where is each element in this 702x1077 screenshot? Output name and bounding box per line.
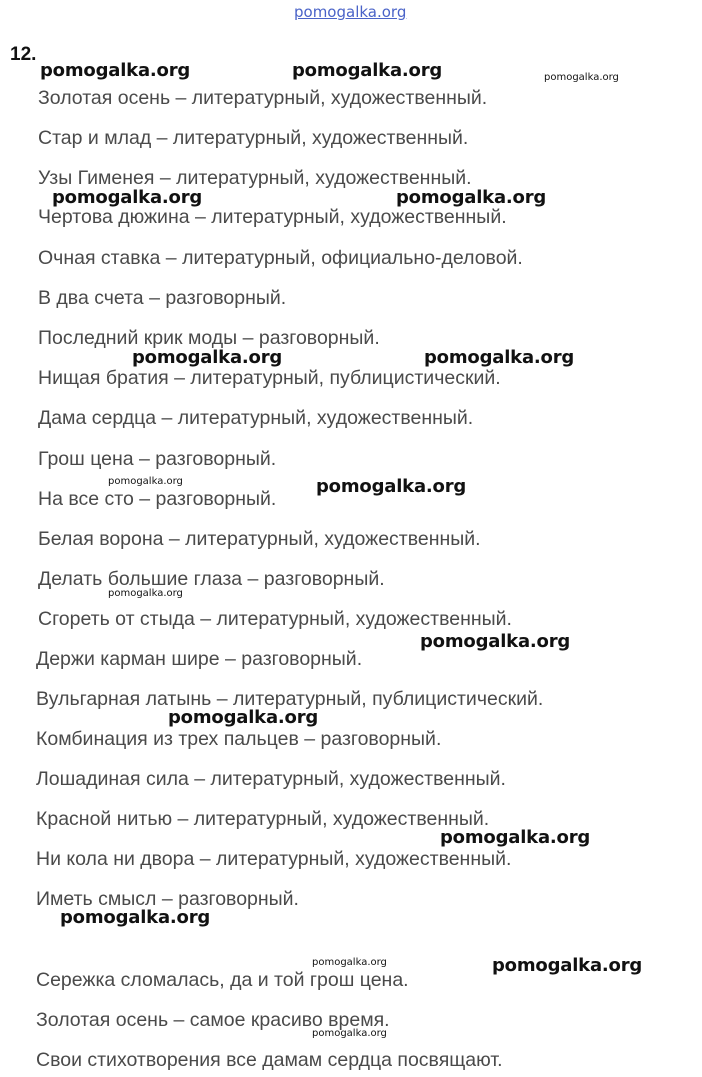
phrase-line: Сгореть от стыда – литературный, художественный. xyxy=(38,608,512,630)
phrase-line: Последний крик моды – разговорный. xyxy=(38,327,380,349)
phrase-line: Нищая братия – литературный, публицистический. xyxy=(38,367,501,389)
watermark: pomogalka.org xyxy=(544,72,619,83)
watermark: pomogalka.org xyxy=(108,476,183,487)
watermark: pomogalka.org xyxy=(312,1028,387,1039)
watermark: pomogalka.org xyxy=(40,60,191,81)
phrase-line: Вульгарная латынь – литературный, публицистический. xyxy=(36,688,544,710)
phrase-line: Стар и млад – литературный, художественный. xyxy=(38,127,469,149)
phrase-line: Очная ставка – литературный, официально-деловой. xyxy=(38,247,523,269)
phrase-line: Красной нитью – литературный, художественный. xyxy=(36,808,490,830)
phrase-line: Белая ворона – литературный, художественный. xyxy=(38,528,481,550)
watermark: pomogalka.org xyxy=(396,187,547,208)
phrase-line: Дама сердца – литературный, художественный. xyxy=(38,407,474,429)
sentence-line: Свои стихотворения все дамам сердца посвящают. xyxy=(36,1049,503,1071)
task-number: 12. xyxy=(10,44,37,65)
watermark: pomogalka.org xyxy=(52,187,203,208)
site-link[interactable]: pomogalka.org xyxy=(294,3,407,21)
watermark: pomogalka.org xyxy=(316,476,467,497)
phrase-line: Чертова дюжина – литературный, художественный. xyxy=(38,206,507,228)
sentence-line: Золотая осень – самое красиво время. xyxy=(36,1009,390,1031)
phrase-line: Узы Гименея – литературный, художественный. xyxy=(38,167,472,189)
watermark: pomogalka.org xyxy=(132,347,283,368)
watermark: pomogalka.org xyxy=(312,957,387,968)
watermark: pomogalka.org xyxy=(168,707,319,728)
phrase-line: Комбинация из трех пальцев – разговорный. xyxy=(36,728,442,750)
watermark: pomogalka.org xyxy=(108,588,183,599)
phrase-line: Иметь смысл – разговорный. xyxy=(36,888,299,910)
watermark: pomogalka.org xyxy=(420,631,571,652)
phrase-line: Ни кола ни двора – литературный, художественный. xyxy=(36,848,512,870)
phrase-line: Делать большие глаза – разговорный. xyxy=(38,568,385,590)
phrase-line: Держи карман шире – разговорный. xyxy=(36,648,363,670)
watermark: pomogalka.org xyxy=(60,907,211,928)
phrase-line: На все сто – разговорный. xyxy=(38,488,277,510)
sentence-line: Сережка сломалась, да и той грош цена. xyxy=(36,969,409,991)
phrase-line: В два счета – разговорный. xyxy=(38,287,287,309)
phrase-line: Лошадиная сила – литературный, художественный. xyxy=(36,768,506,790)
watermark: pomogalka.org xyxy=(292,60,443,81)
watermark: pomogalka.org xyxy=(440,827,591,848)
watermark: pomogalka.org xyxy=(424,347,575,368)
phrase-line: Грош цена – разговорный. xyxy=(38,448,277,470)
watermark: pomogalka.org xyxy=(492,955,643,976)
phrase-line: Золотая осень – литературный, художественный. xyxy=(38,87,488,109)
